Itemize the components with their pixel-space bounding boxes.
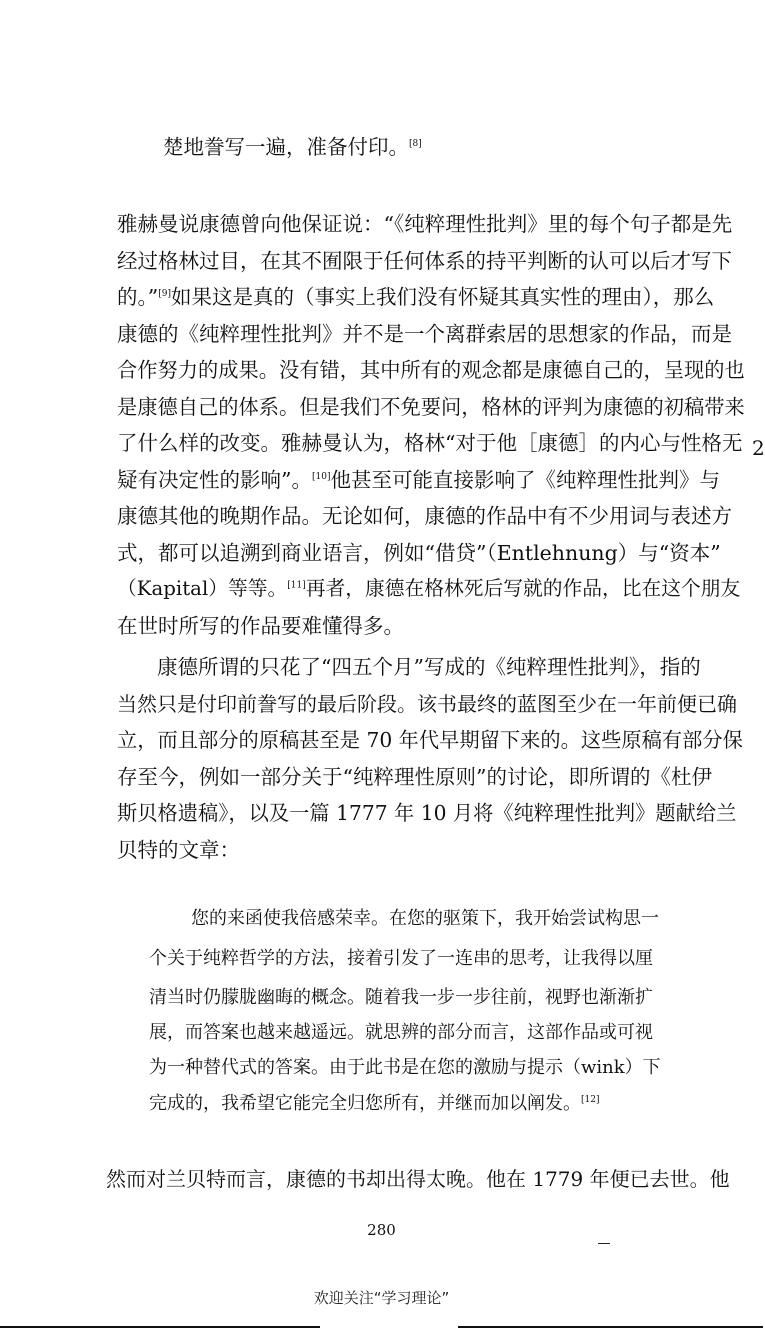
scan-edge-line — [0, 1326, 320, 1328]
quote-line: 您的来函使我倍感荣幸。在您的驱策下，我开始尝试构思一 — [191, 908, 659, 929]
text-line: 康德其他的晚期作品。无论如何，康德的作品中有不少用词与表述方 — [117, 504, 732, 528]
text-line: 合作努力的成果。没有错，其中所有的观念都是康德自己的，呈现的也 — [117, 358, 745, 382]
text-run: 如果这是真的（事实上我们没有怀疑其真实性的理由），那么 — [170, 285, 715, 309]
text-run: 再者，康德在格林死后写就的作品，比在这个朋友 — [305, 577, 741, 600]
text-line — [117, 579, 740, 599]
footnote-ref: [9] — [158, 289, 171, 300]
text-line: 了什么样的改变。雅赫曼认为，格林“对于他［康德］的内心与性格无 — [117, 431, 743, 455]
quote-line: 个关于纯粹哲学的方法，接着引发了一连串的思考，让我得以厘 — [149, 948, 653, 969]
text-line: 当然只是付印前誊写的最后阶段。该书最终的蓝图至少在一年前便已确 — [117, 692, 737, 716]
quote-line: 清当时仍朦胧幽晦的概念。随着我一步一步往前，视野也渐渐扩 — [149, 987, 653, 1008]
text-line: 贝特的文章： — [117, 838, 240, 862]
quote-line: 展，而答案也越来越遥远。就思辨的部分而言，这部作品或可视 — [149, 1022, 653, 1043]
footnote-ref: [12] — [581, 1095, 600, 1105]
text-line — [117, 470, 720, 491]
text-line: 康德所谓的只花了“四五个月”写成的《纯粹理性批判》，指的 — [157, 655, 701, 679]
quote-line — [149, 1095, 599, 1113]
text-line: 式，都可以追溯到商业语言，例如“借贷”（Entlehnung）与“资本” — [117, 541, 721, 565]
footnote-ref: [11] — [287, 580, 306, 591]
text-run: （Kapital）等等。 — [117, 577, 288, 600]
text-line: 经过格林过目，在其不囿限于任何体系的持平判断的认可以后才写下 — [117, 249, 732, 273]
scan-dash — [598, 1243, 610, 1244]
margin-mark: 2 — [752, 436, 765, 460]
text-line — [117, 287, 714, 308]
text-run: 疑有决定性的影响”。 — [117, 468, 312, 492]
text-run: 的。” — [117, 285, 159, 309]
text-run: 楚地誊写一遍，准备付印。 — [163, 135, 409, 159]
text-line: 立，而且部分的原稿甚至是 70 年代早期留下来的。这些原稿有部分保 — [117, 728, 743, 752]
text-line: 康德的《纯粹理性批判》并不是一个离群索居的思想家的作品，而是 — [117, 322, 732, 346]
text-line: 在世时所写的作品要难懂得多。 — [117, 614, 404, 638]
text-line: 斯贝格遗稿》，以及一篇 1777 年 10 月将《纯粹理性批判》题献给兰 — [117, 801, 737, 825]
footer-note: 欢迎关注“学习理论” — [313, 1289, 450, 1307]
footnote-ref: [8] — [409, 139, 422, 150]
footnote-ref: [10] — [311, 472, 331, 483]
text-line — [163, 137, 422, 158]
text-run: 他甚至可能直接影响了《纯粹理性批判》与 — [330, 468, 720, 492]
text-line: 存至今，例如一部分关于“纯粹理性原则”的讨论，即所谓的《杜伊 — [117, 765, 712, 789]
page-number: 280 — [367, 1221, 396, 1239]
text-line: 雅赫曼说康德曾向他保证说：“《纯粹理性批判》里的每个句子都是先 — [117, 212, 733, 236]
text-run: 完成的，我希望它能完全归您所有，并继而加以阐发。 — [149, 1093, 581, 1114]
quote-line: 为一种替代式的答案。由于此书是在您的激励与提示（wink）下 — [149, 1057, 661, 1078]
text-line: 是康德自己的体系。但是我们不免要问，格林的评判为康德的初稿带来 — [117, 395, 745, 419]
text-line: 然而对兰贝特而言，康德的书却出得太晚。他在 1779 年便已去世。他 — [106, 1167, 730, 1191]
scan-edge-line — [458, 1326, 763, 1328]
